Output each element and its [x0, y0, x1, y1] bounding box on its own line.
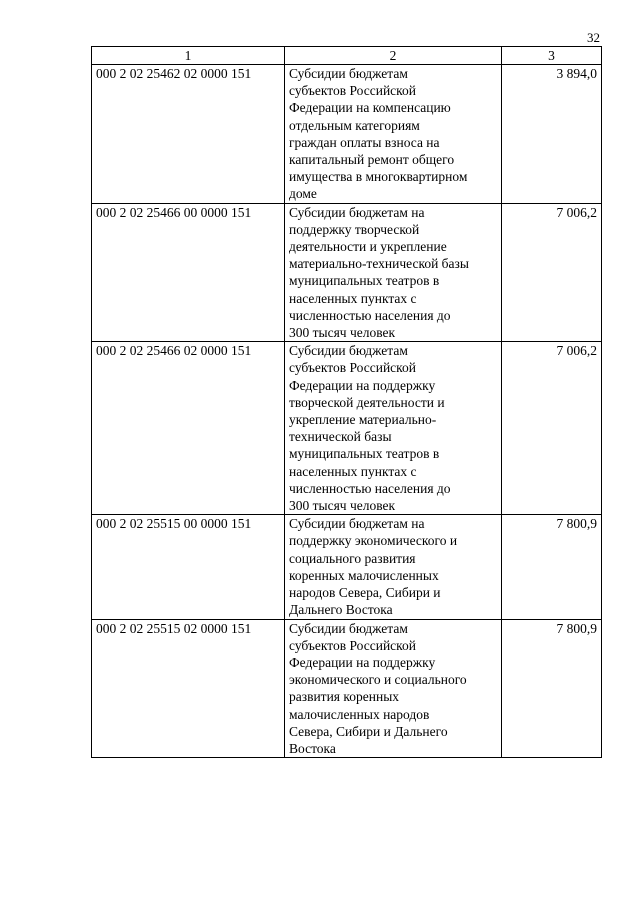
description-line: Федерации на поддержку [289, 377, 436, 393]
description-line: капитальный ремонт общего [289, 152, 455, 168]
description-line: населенных пунктах с [289, 463, 417, 479]
description-cell [285, 619, 502, 758]
description-line: численностью населения до [289, 480, 451, 496]
description-line: муниципальных театров в [289, 446, 440, 462]
description-line: Субсидии бюджетам [289, 620, 408, 636]
description-line: укрепление материально- [289, 412, 437, 428]
description-line: численностью населения до [289, 307, 451, 323]
table-row [92, 203, 602, 342]
description-line: деятельности и укрепление [289, 239, 447, 255]
table-header [92, 47, 602, 65]
description-line: Федерации на компенсацию [289, 100, 451, 116]
description-line: коренных малочисленных [289, 567, 439, 583]
description-line: технической базы [289, 429, 392, 445]
description-cell [285, 342, 502, 515]
table-row [92, 619, 602, 758]
description-line: Субсидии бюджетам на [289, 516, 425, 532]
table-row [92, 515, 602, 619]
description-line: имущества в многоквартирном [289, 169, 468, 185]
description-line: экономического и социального [289, 672, 467, 688]
description-line: материально-технической базы [289, 256, 469, 272]
amount-cell: 7 800,9 [502, 515, 602, 619]
amount-cell: 7 006,2 [502, 203, 602, 342]
description-line: развития коренных [289, 689, 400, 705]
description-line: поддержку экономического и [289, 533, 458, 549]
budget-table [91, 46, 602, 758]
description-line: отдельным категориям [289, 117, 420, 133]
description-cell [285, 65, 502, 204]
description-line: граждан оплаты взноса на [289, 134, 440, 150]
description-line: Востока [289, 740, 336, 756]
column-header-code: 1 [92, 47, 285, 65]
description-cell [285, 203, 502, 342]
description-line: субъектов Российской [289, 360, 417, 376]
description-line: субъектов Российской [289, 83, 417, 99]
page-number: 32 [587, 30, 600, 45]
budget-code-cell: 000 2 02 25466 02 0000 151 [92, 342, 285, 515]
header-row [92, 47, 602, 65]
description-line: Севера, Сибири и Дальнего [289, 723, 448, 739]
amount-cell: 7 800,9 [502, 619, 602, 758]
description-line: Субсидии бюджетам [289, 66, 408, 81]
description-line: Дальнего Востока [289, 602, 393, 618]
description-line: Федерации на поддержку [289, 654, 436, 670]
description-cell [285, 515, 502, 619]
table-body [92, 65, 602, 758]
budget-code-cell: 000 2 02 25515 00 0000 151 [92, 515, 285, 619]
description-line: Субсидии бюджетам [289, 343, 408, 359]
description-line: Субсидии бюджетам на [289, 204, 425, 220]
description-line: муниципальных театров в [289, 273, 440, 289]
amount-cell: 3 894,0 [502, 65, 602, 204]
column-header-name: 2 [285, 47, 502, 65]
budget-code-cell: 000 2 02 25466 00 0000 151 [92, 203, 285, 342]
description-line: 300 тысяч человек [289, 498, 396, 514]
description-line: поддержку творческой [289, 221, 420, 237]
description-line: населенных пунктах с [289, 290, 417, 306]
budget-code-cell: 000 2 02 25462 02 0000 151 [92, 65, 285, 204]
description-line: социального развития [289, 550, 416, 566]
description-line: творческой деятельности и [289, 394, 445, 410]
description-line: народов Севера, Сибири и [289, 585, 441, 601]
column-header-amount: 3 [502, 47, 602, 65]
description-line: доме [289, 186, 317, 202]
table-row [92, 342, 602, 515]
description-line: субъектов Российской [289, 637, 417, 653]
budget-code-cell: 000 2 02 25515 02 0000 151 [92, 619, 285, 758]
table-row [92, 65, 602, 204]
description-line: 300 тысяч человек [289, 325, 396, 341]
amount-cell: 7 006,2 [502, 342, 602, 515]
description-line: малочисленных народов [289, 706, 430, 722]
